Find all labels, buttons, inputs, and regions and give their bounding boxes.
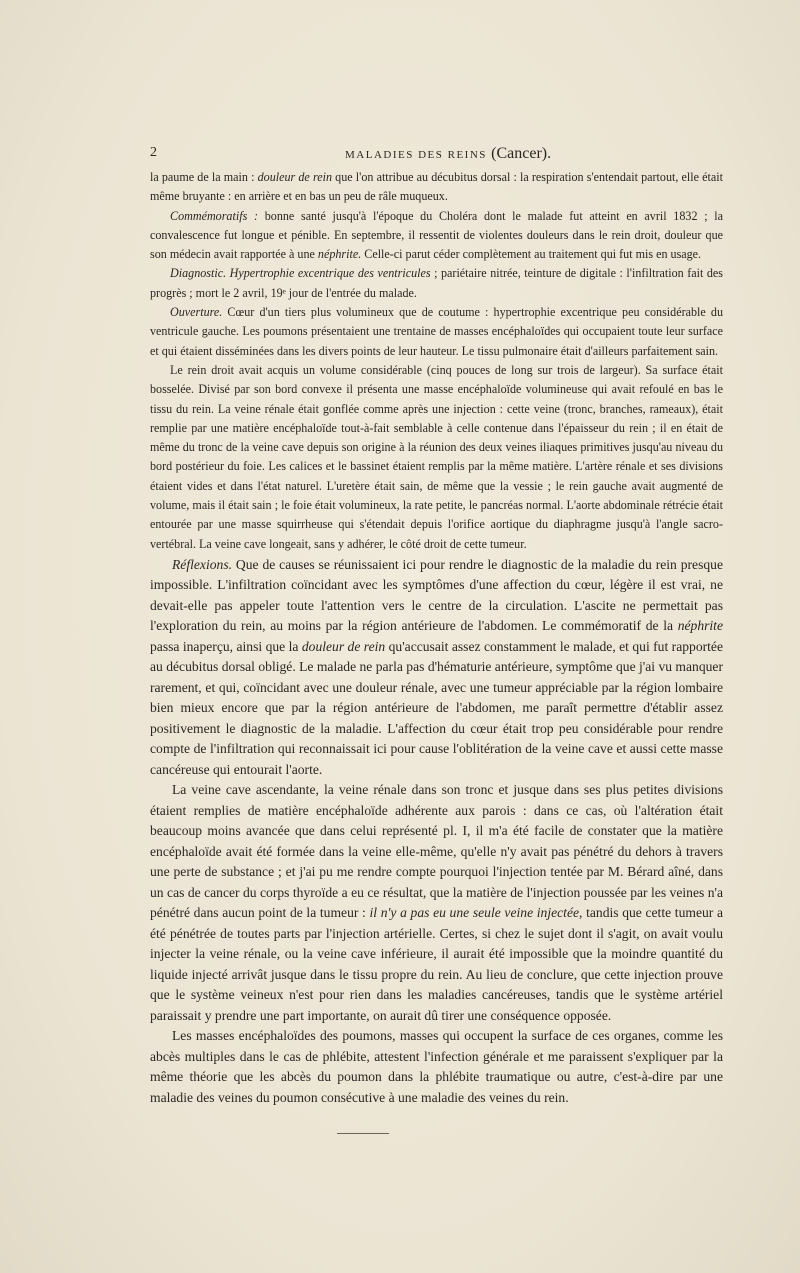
text-run: Cœur d'un tiers plus volumineux que de coutume : hypertrophie excentrique peu considérable du ventricule gauche. Les poumons présentaient une trentaine de masses encéphaloïdes qui occupaient toute leur surface et qui étaient disséminées dans les divers points de leur hauteur. Le tissu pulmonaire était d'ailleurs parfaitement sain. bbox=[150, 305, 723, 358]
italic-term: néphrite. bbox=[317, 247, 362, 262]
paragraph-ouverture bbox=[150, 303, 723, 361]
paragraph-diagnostic bbox=[150, 264, 723, 303]
running-head bbox=[345, 145, 551, 163]
paragraph-commemoratifs bbox=[150, 207, 723, 265]
text-run: , tandis que cette tumeur a été pénétrée de toutes parts par l'injection artérielle. Certes, si chez le sujet dont il s'agit, on avait voulu injecter la veine rénale, ou la veine cave inférieure, il aurait été impossible que la moindre quantité du liquide injecté arrivât jusque dans le tissu propre du rein. Au lieu de conclure, que cette injection prouve que le système veineux n'est pour rien dans les maladies cancéreuses, tandis que le système artériel paraissait y prendre une part importante, on aurait dû tirer une conséquence opposée. bbox=[150, 905, 723, 1023]
italic-term: néphrite bbox=[677, 618, 723, 634]
paragraph-rein-droit: Le rein droit avait acquis un volume considérable (cinq pouces de long sur trois de largeur). Sa surface était bosselée. Divisé par son bord convexe il présenta une masse encéphaloïde volumineuse qui avait refoulé en bas le tissu du rein. La veine rénale était gonflée comme après une injection : cette veine (tronc, branches, rameaux), était remplie par une matière encéphaloïde tout-à-fait semblable à celle contenue dans l'épaisseur du rein ; il en était de même du tronc de la veine cave depuis son origine à la réunion des deux veines iliaques primitives jusqu'au niveau du bord postérieur du foie. Les calices et le bassinet étaient remplis par la même matière. L'artère rénale et ses divisions étaient vides et dans l'état naturel. L'uretère était sain, de même que la vessie ; le rein gauche avait augmenté de volume, mais il était sain ; le foie était volumineux, la rate petite, le pancréas normal. L'aorte abdominale rétrécie était entourée par une masse squirrheuse qui s'étendait depuis l'orifice aortique du diaphragme jusqu'à l'angle sacro-vertébral. La veine cave longeait, sans y adhérer, le côté droit de cette tumeur. bbox=[150, 362, 723, 551]
paragraph-reflexions bbox=[150, 555, 723, 781]
section-label: Diagnostic. Hypertrophie excentrique des ventricules bbox=[170, 266, 431, 281]
text-run: La veine cave ascendante, la veine rénale dans son tronc et jusque dans ses plus petites divisions étaient remplies de matière encéphaloïde adhérente aux parois : dans ce cas, où l'altération était beaucoup moins avancée que dans celui représenté pl. I, il m'a été facile de constater que la matière encéphaloïde avait été formée dans la veine elle-même, qu'elle n'y avait pas pénétré du dehors à travers une perte de substance ; et j'ai pu me rendre compte pourquoi l'injection tentée par M. Bérard aîné, dans un cas de cancer du corps thyroïde a eu ce résultat, que la matière de l'injection poussée par les veines n'a pénétré dans aucun point de la tumeur : bbox=[150, 782, 723, 921]
case-report bbox=[150, 168, 723, 554]
text-run: passa inaperçu, ainsi que la bbox=[150, 638, 302, 654]
running-head-suffix: (Cancer). bbox=[491, 145, 552, 162]
section-label: Réflexions. bbox=[172, 556, 233, 572]
text-run: la paume de la main : bbox=[150, 170, 258, 184]
text-run: Celle-ci parut céder complètement au traitement qui fut mis en usage. bbox=[361, 247, 702, 262]
reflections bbox=[150, 555, 723, 1109]
italic-term: douleur de rein bbox=[301, 638, 386, 654]
section-label: Commémoratifs : bbox=[170, 208, 259, 223]
text-run: que l'on attribue au décubitus dorsal : la respiration s'entendait partout, elle était même bruyante : en arrière et en bas un peu de râle muqueux. bbox=[150, 170, 723, 204]
text-run: Que de causes se réunissaient ici pour rendre le diagnostic de la maladie du rein presque impossible. L'infiltration coïncidant avec les symptômes d'une affection du cœur, légère il est vrai, ne devait-elle pas appeler toute l'attention vers le centre de la circulation. L'ascite ne permettait pas l'exploration du rein, au moins par la région antérieure de l'abdomen. Le commémoratif de la bbox=[150, 556, 723, 634]
italic-term: il n'y a pas eu une seule veine injectée bbox=[369, 905, 580, 921]
text-run: bonne santé jusqu'à l'époque du Choléra dont le malade fut atteint en avril 1832 ; la convalescence fut longue et pénible. En septembre, il ressentit de violentes douleurs dans le rein droit, douleur que son médecin avait rapportée à une bbox=[150, 208, 723, 262]
running-head-title: MALADIES DES REINS bbox=[345, 149, 487, 161]
text-run: ; pariétaire nitrée, teinture de digitale : l'infiltration fait des progrès ; mort le 2 avril, 19ᵉ jour de l'entrée du malade. bbox=[150, 266, 723, 300]
paragraph-symptoms bbox=[150, 168, 723, 207]
page-header bbox=[150, 143, 720, 163]
paragraph-veine-cave bbox=[150, 780, 723, 1026]
main-text bbox=[150, 168, 723, 1108]
closing-rule bbox=[337, 1133, 389, 1134]
italic-term: douleur de rein bbox=[257, 170, 332, 184]
page-number: 2 bbox=[150, 145, 157, 160]
section-label: Ouverture. bbox=[170, 305, 223, 320]
paragraph-masses: Les masses encéphaloïdes des poumons, masses qui occupent la surface de ces organes, comme les abcès multiples dans le cas de phlébite, attestent l'infection générale et me paraissent s'expliquer par la même théorie que les abcès du poumon dans la phlébite traumatique ou autre, c'est-à-dire par une maladie des veines du poumon consécutive à une maladie des veines du rein. bbox=[150, 1028, 723, 1105]
text-run: qu'accusait assez constamment le malade, et qui fut rapportée au décubitus dorsal obligé. Le malade ne parla pas d'hématurie antérieure, symptôme que j'ai vu manquer rarement, et qui, coïncidant avec une douleur rénale, avec une tumeur appréciable par la région lombaire bien mieux encore que par la région antérieure de l'abdomen, me paraît permettre d'établir assez positivement le diagnostic de la maladie. L'affection du cœur était trop peu considérable pour rendre compte de l'infiltration qui reconnaissait ici pour cause l'oblitération de la veine cave et aussi cette masse cancéreuse qui entourait l'aorte. bbox=[150, 638, 723, 777]
